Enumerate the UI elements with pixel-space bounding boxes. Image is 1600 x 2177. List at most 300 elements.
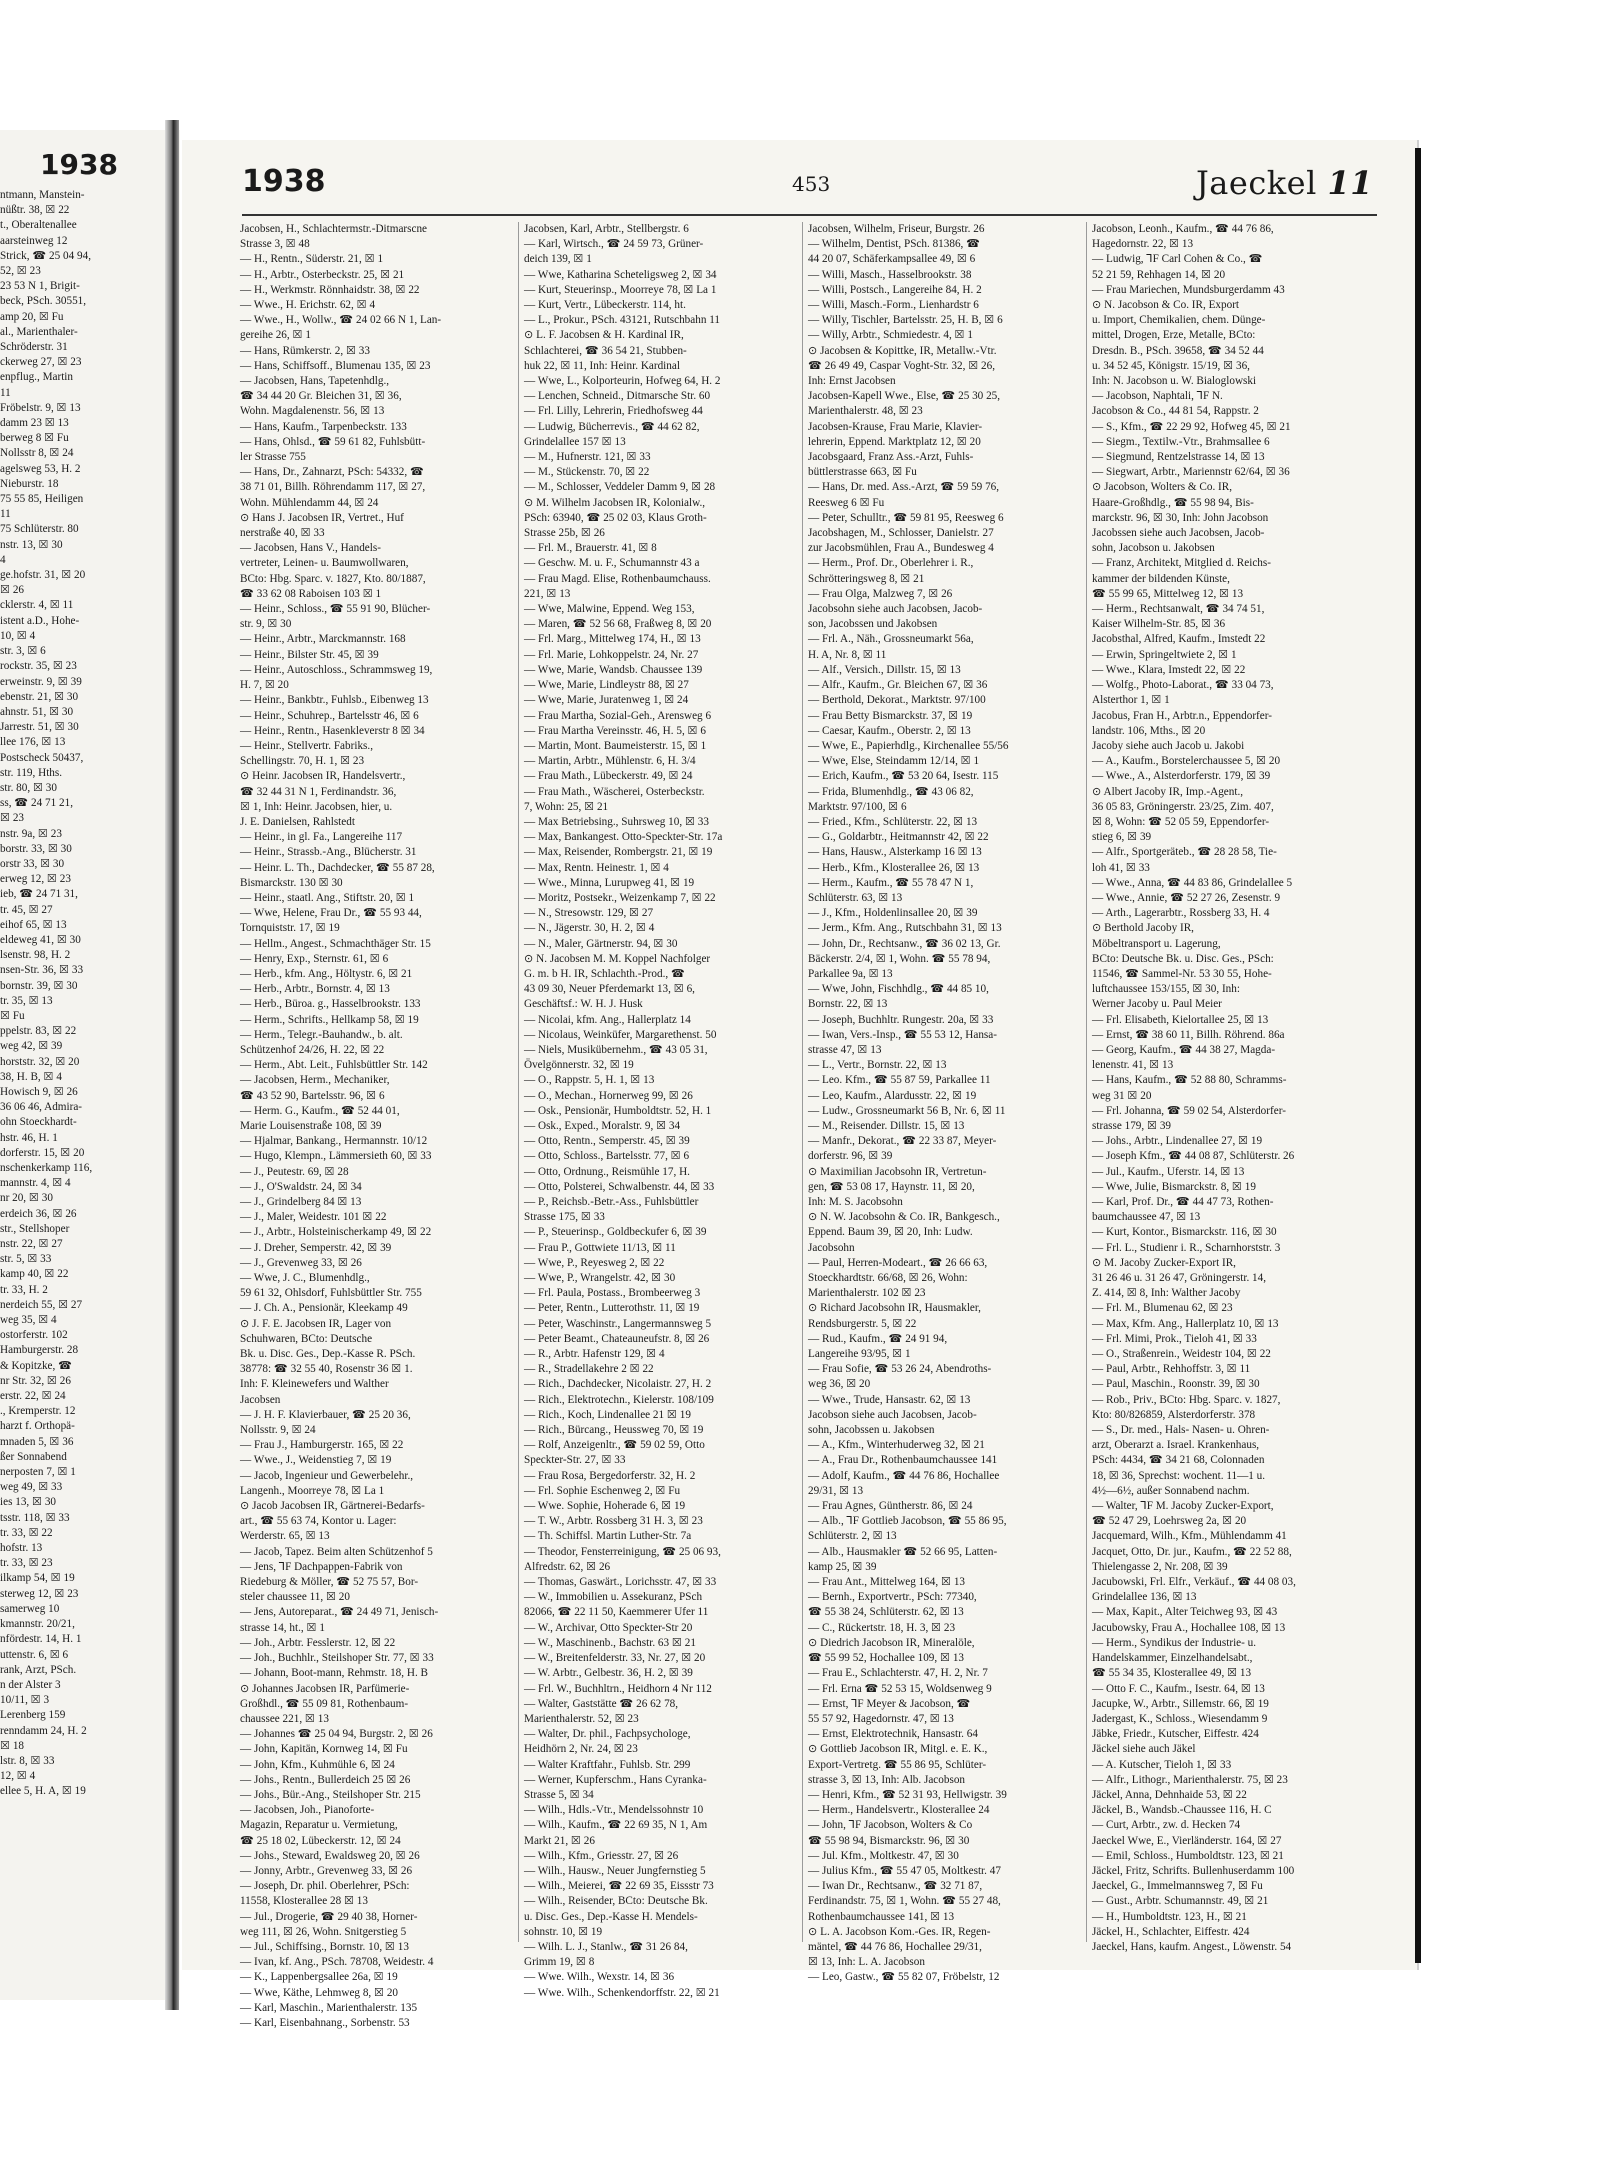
directory-entry: Kaiser Wilhelm-Str. 85, ☒ 36 (1092, 618, 1226, 631)
directory-entry: Inh: N. Jacobson u. W. Bialoglowski (1092, 375, 1257, 388)
directory-entry: — Johannes ☎ 25 04 94, Burgstr. 2, ☒ 26 (240, 1728, 433, 1741)
directory-column-2 (524, 222, 800, 2001)
directory-entry: Jacubowski, Frl. Elfr., Verkäuf., ☎ 44 08 03, (1092, 1576, 1296, 1589)
directory-entry: — Frau J., Hamburgerstr. 165, ☒ 22 (240, 1439, 404, 1452)
directory-entry: — Jens, ⅂F Dachpappen-Fabrik von (240, 1560, 403, 1573)
directory-entry: — Herm., Kaufm., ☎ 55 78 47 N 1, (808, 876, 974, 889)
left-page-line: weg 35, ☒ 4 (0, 1314, 57, 1327)
directory-entry: gereihe 26, ☒ 1 (240, 329, 311, 342)
directory-entry: ☎ 55 99 52, Hochallee 109, ☒ 13 (808, 1652, 965, 1665)
directory-entry: — Rich., Koch, Lindenallee 21 ☒ 19 (524, 1408, 691, 1421)
directory-entry: — Hellm., Angest., Schmachthäger Str. 15 (240, 937, 431, 950)
directory-entry: Jacobson siehe auch Jacobsen, Jacob- (808, 1408, 977, 1421)
directory-entry: sohn, Jacobssen u. Jakobsen (808, 1424, 935, 1437)
directory-entry: ☎ 32 44 31 N 1, Ferdinandstr. 36, (240, 785, 397, 798)
left-page-line: nsen-Str. 36, ☒ 33 (0, 964, 84, 977)
directory-entry: sohn, Jacobson u. Jakobsen (1092, 542, 1215, 555)
left-page-line: ieb, ☎ 24 71 31, (0, 888, 78, 901)
left-page-line: cklerstr. 4, ☒ 11 (0, 599, 74, 612)
directory-entry: — Leo, Kaufm., Alardusstr. 22, ☒ 19 (808, 1089, 977, 1102)
directory-entry: Kto: 80/826859, Alsterdorferstr. 378 (1092, 1408, 1256, 1421)
directory-entry: — Osk., Pensionär, Humboldtstr. 52, H. 1 (524, 1104, 712, 1117)
directory-entry: — Iwan Dr., Rechtsanw., ☎ 32 71 87, (808, 1880, 983, 1893)
directory-entry: — Julius Kfm., ☎ 55 47 05, Moltkestr. 47 (808, 1864, 1001, 1877)
directory-entry: Marktstr. 97/100, ☒ 6 (808, 800, 907, 813)
directory-entry: — Alf., Versich., Dillstr. 15, ☒ 13 (808, 663, 961, 676)
directory-entry: Hagedornstr. 22, ☒ 13 (1092, 238, 1194, 251)
directory-entry: — W., Immobilien u. Assekuranz, PSch (524, 1591, 703, 1604)
page-edge (1415, 148, 1421, 1963)
directory-entry: Jacobshagen, M., Schlosser, Danielstr. 27 (808, 527, 994, 540)
directory-entry: — Kurt, Vertr., Lübeckerstr. 114, ht. (524, 299, 686, 312)
left-page-line: Nieburstr. 18 (0, 477, 59, 490)
left-page-line: ppelstr. 83, ☒ 22 (0, 1025, 77, 1038)
directory-entry: Jacobsen, Wilhelm, Friseur, Burgstr. 26 (808, 223, 985, 235)
directory-entry: — Moritz, Postsekr., Weizenkamp 7, ☒ 22 (524, 891, 716, 904)
directory-entry: ☎ 55 38 24, Schlüterstr. 62, ☒ 13 (808, 1606, 964, 1619)
directory-entry: — S., Kfm., ☎ 22 29 92, Hofweg 45, ☒ 21 (1092, 420, 1291, 433)
left-page-line: agelsweg 53, H. 2 (0, 462, 81, 475)
left-page-line: 23 53 N 1, Brigit- (0, 280, 80, 293)
left-page-text (0, 188, 170, 1800)
directory-entry: — Karl, Maschin., Marienthalerstr. 135 (240, 2001, 418, 2014)
column-divider (518, 222, 519, 1942)
directory-entry: — Jacobson, Naphtali, ⅂F N. (1092, 390, 1223, 403)
directory-entry: — Herm., Prof. Dr., Oberlehrer i. R., (808, 557, 974, 570)
left-page-line: ellee 5, H. A, ☒ 19 (0, 1785, 86, 1798)
directory-entry: — Rich., Elektrotechn., Kielerstr. 108/109 (524, 1393, 714, 1406)
left-page-line: tr. 33, ☒ 23 (0, 1557, 53, 1570)
directory-entry: — Osk., Exped., Moralstr. 9, ☒ 34 (524, 1119, 681, 1132)
directory-entry: — A., Frau Dr., Rothenbaumchaussee 141 (808, 1454, 998, 1467)
directory-entry: — Heinr., staatl. Ang., Stiftstr. 20, ☒ 1 (240, 891, 415, 904)
directory-entry: — Heinr., Schuhrep., Bartelsstr 46, ☒ 6 (240, 709, 419, 722)
directory-entry: zur Jacobsmühlen, Frau A., Bundesweg 4 (808, 542, 994, 555)
directory-entry: sohnstr. 10, ☒ 19 (524, 1925, 603, 1938)
directory-entry: — Hans, Kaufm., Tarpenbeckstr. 133 (240, 420, 407, 433)
directory-entry: strasse 179, ☒ 39 (1092, 1119, 1172, 1132)
column-divider (1086, 222, 1087, 1942)
directory-entry: — Rolf, Anzeigenltr., ☎ 59 02 59, Otto (524, 1439, 705, 1452)
left-page-line: tr. 45, ☒ 27 (0, 903, 53, 916)
directory-entry: lenenstr. 41, ☒ 13 (1092, 1059, 1174, 1072)
directory-entry: — John, Dr., Rechtsanw., ☎ 36 02 13, Gr. (808, 937, 1001, 950)
directory-entry: — Wwe, Helene, Frau Dr., ☎ 55 93 44, (240, 907, 422, 920)
directory-entry: — Wwe. Wilh., Schenkendorffstr. 22, ☒ 21 (524, 1986, 720, 1999)
directory-entry: Marienthalerstr. 52, ☒ 23 (524, 1712, 639, 1725)
directory-entry: ⊙ Jacobson, Wolters & Co. IR, (1092, 481, 1233, 494)
directory-entry: — Herm., Telegr.-Bauhandw., b. alt. (240, 1028, 403, 1041)
directory-entry: Thielengasse 2, Nr. 208, ☒ 39 (1092, 1560, 1228, 1573)
left-page-line: mannstr. 4, ☒ 4 (0, 1177, 71, 1190)
directory-entry: — Karl, Eisenbahnang., Sorbenstr. 53 (240, 2016, 410, 2029)
directory-entry: — Thomas, Gaswärt., Lorichsstr. 47, ☒ 33 (524, 1576, 717, 1589)
directory-entry: — Jul., Drogerie, ☎ 29 40 38, Horner- (240, 1910, 418, 1923)
directory-entry: — Frau Martha, Sozial-Geh., Arensweg 6 (524, 709, 712, 722)
left-page-line: ßer Sonnabend (0, 1450, 67, 1463)
directory-entry: — Frl. L., Studienr i. R., Scharnhorststr. 3 (1092, 1241, 1281, 1254)
left-page-line: eihof 65, ☒ 13 (0, 918, 67, 931)
directory-entry: — Martin, Arbtr., Mühlenstr. 6, H. 3/4 (524, 755, 696, 768)
directory-entry: u. 34 52 45, Königstr. 15/19, ☒ 36, (1092, 359, 1250, 372)
directory-entry: — Jacobsen, Joh., Pianoforte- (240, 1804, 375, 1817)
directory-entry: — A., Kaufm., Borstelerchaussee 5, ☒ 20 (1092, 755, 1281, 768)
directory-entry: ☎ 26 49 49, Caspar Voght-Str. 32, ☒ 26, (808, 359, 996, 372)
directory-entry: — Ivan, kf. Ang., PSch. 78708, Weidestr. 4 (240, 1956, 434, 1969)
directory-entry: — Frl. Marie, Lohkoppelstr. 24, Nr. 27 (524, 648, 699, 661)
directory-entry: — Herm., Rechtsanwalt, ☎ 34 74 51, (1092, 603, 1265, 616)
left-page-line: 52, ☒ 23 (0, 265, 41, 278)
directory-entry: ⊙ Albert Jacoby IR, Imp.-Agent., (1092, 785, 1244, 798)
directory-entry: — Ludw., Grossneumarkt 56 B, Nr. 6, ☒ 11 (808, 1104, 1006, 1117)
left-page-line: istent a.D., Hohe- (0, 614, 80, 627)
directory-entry: — O., Mechan., Hornerweg 99, ☒ 26 (524, 1089, 693, 1102)
directory-entry: ☎ 43 52 90, Bartelsstr. 96, ☒ 6 (240, 1089, 385, 1102)
directory-entry: strasse 47, ☒ 13 (808, 1043, 882, 1056)
directory-entry: — Jacobsen, Herm., Mechaniker, (240, 1074, 390, 1087)
left-page-line: nstr. 22, ☒ 27 (0, 1238, 63, 1251)
directory-entry: Jadergast, K., Schloss., Wiesendamm 9 (1092, 1712, 1268, 1725)
directory-entry: Bäckerstr. 2/4, ☒ 1, Wohn. ☎ 55 78 94, (808, 952, 991, 965)
directory-entry: — Wilh., Kaufm., ☎ 22 69 35, N 1, Am (524, 1819, 708, 1832)
left-page-line: Fröbelstr. 9, ☒ 13 (0, 401, 81, 414)
directory-entry: — Alfr., Kaufm., Gr. Bleichen 67, ☒ 36 (808, 679, 988, 692)
left-page-line: Lerenberg 159 (0, 1709, 66, 1722)
directory-entry: — Walter, ⅂F M. Jacoby Zucker-Export, (1092, 1500, 1274, 1513)
left-page-line: ebenstr. 21, ☒ 30 (0, 690, 79, 703)
directory-entry: Jacobsohn (808, 1241, 855, 1254)
directory-entry: ⊙ L. A. Jacobson Kom.-Ges. IR, Regen- (808, 1925, 991, 1938)
directory-entry: — Willi, Masch.-Form., Lienhardstr 6 (808, 299, 979, 312)
directory-entry: Jacquemard, Wilh., Kfm., Mühlendamm 41 (1092, 1530, 1287, 1543)
directory-entry: ⊙ J. F. E. Jacobsen IR, Lager von (240, 1317, 392, 1330)
left-page-line: Hamburgerstr. 28 (0, 1344, 79, 1357)
directory-entry: — J., Grindelberg 84 ☒ 13 (240, 1196, 362, 1208)
directory-entry: — M., Hufnerstr. 121, ☒ 33 (524, 451, 651, 464)
directory-entry: art., ☎ 55 63 74, Kontor u. Lager: (240, 1515, 397, 1528)
directory-entry: — Johs., Bür.-Ang., Steilshoper Str. 215 (240, 1788, 421, 1801)
running-head-number: 11 (1327, 164, 1373, 202)
directory-entry: — Peter Beamt., Chateauneufstr. 8, ☒ 26 (524, 1332, 710, 1345)
directory-entry: — Wwe, L., Kolporteurin, Hofweg 64, H. 2 (524, 375, 721, 388)
directory-entry: — Wwe, Marie, Juratenweg 1, ☒ 24 (524, 694, 689, 707)
directory-entry: str. 9, ☒ 30 (240, 618, 292, 631)
directory-entry: — Frau Rosa, Bergedorferstr. 32, H. 2 (524, 1469, 696, 1482)
directory-entry: — Hans, Hausw., Alsterkamp 16 ☒ 13 (808, 846, 982, 859)
directory-entry: Jacobsthal, Alfred, Kaufm., Imstedt 22 (1092, 633, 1266, 646)
directory-entry: — A., Kfm., Winterhuderweg 32, ☒ 21 (808, 1439, 985, 1452)
directory-entry: Inh: Ernst Jacobsen (808, 375, 896, 388)
directory-entry: — John, Kfm., Kuhmühle 6, ☒ 24 (240, 1758, 395, 1771)
directory-entry: — Walter, Gaststätte ☎ 26 62 78, (524, 1697, 679, 1710)
left-page-line: lsenstr. 98, H. 2 (0, 949, 71, 962)
directory-entry: — Nicolai, kfm. Ang., Hallerplatz 14 (524, 1013, 691, 1026)
left-page-line: rockstr. 35, ☒ 23 (0, 660, 77, 673)
directory-entry: — Wwe. Wilh., Wexstr. 14, ☒ 36 (524, 1971, 675, 1984)
directory-entry: — Frl. Elisabeth, Kielortallee 25, ☒ 13 (1092, 1013, 1269, 1026)
left-page-line: nstr. 9a, ☒ 23 (0, 827, 62, 840)
left-page-line: nstr. 13, ☒ 30 (0, 538, 63, 551)
directory-entry: — L., Vertr., Bornstr. 22, ☒ 13 (808, 1059, 947, 1072)
directory-entry: — Erich, Kaufm., ☎ 53 20 64, Isestr. 115 (808, 770, 999, 783)
directory-entry: — Franz, Architekt, Mitglied d. Reichs- (1092, 557, 1271, 570)
directory-entry: Jäckel, H., Schlachter, Eiffestr. 424 (1092, 1925, 1250, 1938)
directory-entry: ☒ 13, Inh: L. A. Jacobson (808, 1956, 925, 1969)
left-page-line: llee 176, ☒ 13 (0, 736, 66, 749)
directory-entry: — Walter Kraftfahr., Fuhlsb. Str. 299 (524, 1758, 691, 1771)
directory-entry: — Johs., Arbtr., Lindenallee 27, ☒ 19 (1092, 1135, 1263, 1148)
directory-entry: — Otto, Ordnung., Reismühle 17, H. (524, 1165, 690, 1178)
left-page-line: 75 55 85, Heiligen (0, 493, 84, 506)
directory-entry: ☒ 1, Inh: Heinr. Jacobsen, hier, u. (240, 800, 393, 813)
left-page-line: ckerweg 27, ☒ 23 (0, 356, 82, 369)
directory-entry: Jacobus, Fran H., Arbtr.n., Eppendorfer- (1092, 709, 1272, 722)
left-page-line: 10, ☒ 4 (0, 629, 36, 642)
left-page-line: amp 20, ☒ Fu (0, 310, 64, 323)
directory-column-3 (808, 222, 1084, 1986)
directory-entry: ler Strasse 755 (240, 451, 306, 464)
left-page-line: Postscheck 50437, (0, 751, 84, 764)
directory-entry: — Nicolaus, Weinküfer, Margarethenst. 50 (524, 1028, 717, 1041)
directory-entry: — Frau Sofie, ☎ 53 26 24, Abendroths- (808, 1363, 992, 1376)
directory-entry: — C., Rückertstr. 18, H. 3, ☒ 23 (808, 1621, 956, 1634)
directory-entry: — T. W., Arbtr. Rossberg 31 H. 3, ☒ 23 (524, 1515, 703, 1528)
left-page-line: erweg 12, ☒ 23 (0, 873, 71, 886)
left-page-line: str. 5, ☒ 33 (0, 1253, 52, 1266)
directory-entry: — Iwan, Vers.-Insp., ☎ 55 53 12, Hansa- (808, 1028, 997, 1041)
directory-entry: — H., Humboldtstr. 123, H., ☒ 21 (1092, 1910, 1247, 1923)
directory-entry: — Ernst, ☎ 38 60 11, Billh. Röhrend. 86a (1092, 1028, 1285, 1041)
directory-entry: — Willy, Tischler, Bartelsstr. 25, H. B, ☒ 6 (808, 314, 1003, 327)
directory-entry: J. E. Danielsen, Rahlstedt (240, 815, 355, 828)
directory-entry: ⊙ L. F. Jacobsen & H. Kardinal IR, (524, 329, 684, 342)
directory-entry: — Maren, ☎ 52 56 68, Fraßweg 8, ☒ 20 (524, 618, 712, 631)
directory-entry: — N., Maler, Gärtnerstr. 94, ☒ 30 (524, 937, 678, 950)
directory-entry: — Jacob, Ingenieur und Gewerbelehr., (240, 1469, 414, 1482)
left-page-line: tr. 35, ☒ 13 (0, 994, 53, 1007)
directory-entry: ☎ 33 62 08 Raboisen 103 ☒ 1 (240, 587, 382, 600)
directory-entry: — Walter, Dr. phil., Fachpsychologe, (524, 1728, 691, 1741)
directory-entry: Alfredstr. 62, ☒ 26 (524, 1560, 611, 1573)
left-page-line: 12, ☒ 4 (0, 1770, 36, 1783)
directory-entry: — John, Kapitän, Kornweg 14, ☒ Fu (240, 1743, 408, 1756)
directory-entry: — Niels, Musikübernehm., ☎ 43 05 31, (524, 1043, 708, 1056)
directory-entry: Jäckel, Fritz, Schrifts. Bullenhuserdamm 100 (1092, 1864, 1295, 1877)
directory-entry: — O., Straßenrein., Weidestr 104, ☒ 22 (1092, 1348, 1271, 1361)
directory-entry: — Frida, Blumenhdlg., ☎ 43 06 82, (808, 785, 974, 798)
directory-entry: u. Import, Chemikalien, chem. Dünge- (1092, 314, 1266, 327)
left-page-line: Jarrestr. 51, ☒ 30 (0, 721, 79, 734)
directory-entry: — Otto, Rentn., Semperstr. 45, ☒ 39 (524, 1135, 690, 1148)
directory-entry: — Frau P., Gottwiete 11/13, ☒ 11 (524, 1241, 676, 1254)
left-page-line: tsstr. 118, ☒ 33 (0, 1511, 70, 1524)
directory-entry: — Joseph Kfm., ☎ 44 08 87, Schlüterstr. 26 (1092, 1150, 1295, 1163)
directory-entry: — Gust., Arbtr. Schumannstr. 49, ☒ 21 (1092, 1895, 1269, 1908)
directory-entry: — Ludwig, ⅂F Carl Cohen & Co., ☎ (1092, 253, 1263, 266)
directory-entry: — Adolf, Kaufm., ☎ 44 76 86, Hochallee (808, 1469, 1000, 1482)
directory-entry: — J. Ch. A., Pensionär, Kleekamp 49 (240, 1302, 408, 1315)
directory-entry: — Herm., Syndikus der Industrie- u. (1092, 1636, 1257, 1649)
directory-entry: 38 71 01, Billh. Röhrendamm 117, ☒ 27, (240, 481, 426, 494)
directory-entry: Strasse 25b, ☒ 26 (524, 527, 605, 540)
directory-entry: Strasse 3, ☒ 48 (240, 238, 310, 251)
directory-entry: ⊙ Jacob Jacobsen IR, Gärtnerei-Bedarfs- (240, 1500, 425, 1513)
directory-entry: — L., Prokur., PSch. 43121, Rutschbahn 11 (524, 314, 720, 327)
directory-entry: strasse 14, ht., ☒ 1 (240, 1621, 325, 1634)
directory-entry: — Frau Agnes, Güntherstr. 86, ☒ 24 (808, 1500, 973, 1513)
directory-entry: Jacobson & Co., 44 81 54, Rappstr. 2 (1092, 405, 1259, 418)
directory-entry: Bismarckstr. 130 ☒ 30 (240, 876, 343, 889)
directory-entry: ⊙ N. W. Jacobsohn & Co. IR, Bankgesch., (808, 1211, 1000, 1224)
directory-entry: — Frl. W., Buchhltrn., Heidhorn 4 Nr 112 (524, 1682, 712, 1695)
directory-entry: — J. Dreher, Semperstr. 42, ☒ 39 (240, 1241, 392, 1254)
directory-entry: baumchaussee 47, ☒ 13 (1092, 1211, 1201, 1224)
directory-entry: Reesweg 6 ☒ Fu (808, 496, 885, 509)
directory-entry: Jacoby siehe auch Jacob u. Jakobi (1092, 739, 1245, 752)
directory-entry: 38778: ☎ 32 55 40, Rosenstr 36 ☒ 1. (240, 1363, 413, 1376)
left-page-line: hofstr. 13 (0, 1542, 43, 1555)
directory-entry: — M., Stückenstr. 70, ☒ 22 (524, 466, 650, 479)
directory-entry: — Heinr., Stellvertr. Fabriks., (240, 739, 373, 752)
directory-entry: lehrerin, Eppend. Marktplatz 12, ☒ 20 (808, 435, 981, 448)
directory-entry: Jaeckel, G., Immelmannsweg 7, ☒ Fu (1092, 1880, 1263, 1893)
directory-entry: Jacobsohn siehe auch Jacobsen, Jacob- (808, 603, 983, 616)
directory-entry: — Hans, Kaufm., ☎ 52 88 80, Schramms- (1092, 1074, 1287, 1087)
directory-entry: — J., Grevenweg 33, ☒ 26 (240, 1256, 362, 1269)
left-page-line: ahnstr. 51, ☒ 30 (0, 705, 74, 718)
left-page-line: eldeweg 41, ☒ 30 (0, 933, 81, 946)
directory-entry: — N., Stresowstr. 129, ☒ 27 (524, 907, 654, 920)
directory-entry: G. m. b H. IR, Schlachth.-Prod., ☎ (524, 967, 685, 980)
directory-entry: weg 111, ☒ 26, Wohn. Snitgerstieg 5 (240, 1925, 407, 1938)
directory-entry: — Peter, Schulltr., ☎ 59 81 95, Reesweg 6 (808, 511, 1004, 524)
directory-entry: — Berthold, Dekorat., Marktstr. 97/100 (808, 694, 986, 707)
directory-entry: ⊙ Gottlieb Jacobson IR, Mitgl. e. E. K., (808, 1743, 988, 1756)
directory-entry: ⊙ Hans J. Jacobsen IR, Vertret., Huf (240, 511, 404, 524)
directory-entry: Handelskammer, Einzelhandelsabt., (1092, 1652, 1253, 1665)
left-page-line: berweg 8 ☒ Fu (0, 432, 69, 445)
left-page-line: ☒ 26 (0, 584, 25, 597)
directory-entry: — Jacobsen, Hans, Tapetenhdlg., (240, 375, 390, 388)
directory-entry: 82066, ☎ 22 11 50, Kaemmerer Ufer 11 (524, 1606, 709, 1619)
directory-entry: Marienthalerstr. 102 ☒ 23 (808, 1287, 926, 1300)
left-page-line: mnaden 5, ☒ 36 (0, 1435, 74, 1448)
directory-entry: — Max, Kfm. Ang., Hallerplatz 10, ☒ 13 (1092, 1317, 1279, 1330)
directory-entry: Wohn. Mühlendamm 44, ☒ 24 (240, 496, 379, 509)
left-page-line: Howisch 9, ☒ 26 (0, 1085, 78, 1098)
left-page-line: borstr. 33, ☒ 30 (0, 842, 72, 855)
directory-entry: Z. 414, ☒ 8, Inh: Walther Jacoby (1092, 1287, 1241, 1300)
directory-entry: — Heinr., Bilster Str. 45, ☒ 39 (240, 648, 379, 661)
directory-entry: — Wwe, Julie, Bismarckstr. 8, ☒ 19 (1092, 1180, 1256, 1193)
directory-entry: — Frau Olga, Malzweg 7, ☒ 26 (808, 587, 953, 600)
directory-entry: — Hjalmar, Bankang., Hermannstr. 10/12 (240, 1135, 428, 1148)
directory-entry: — Herm., Schrifts., Hellkamp 58, ☒ 19 (240, 1013, 419, 1026)
directory-entry: — Joseph, Buchhltr. Rungestr. 20a, ☒ 33 (808, 1013, 994, 1026)
directory-entry: strasse 3, ☒ 13, Inh: Alb. Jacobson (808, 1773, 966, 1786)
directory-entry: — Wwe. Sophie, Hoherade 6, ☒ 19 (524, 1500, 686, 1513)
directory-entry: vertreter, Leinen- u. Baumwollwaren, (240, 557, 409, 570)
directory-entry: — J. H. F. Klavierbauer, ☎ 25 20 36, (240, 1408, 411, 1421)
directory-entry: — Jerm., Kfm. Ang., Rutschbahn 31, ☒ 13 (808, 922, 1002, 935)
directory-entry: son, Jacobssen und Jakobsen (808, 618, 938, 631)
directory-entry: mäntel, ☎ 44 76 86, Hochallee 29/31, (808, 1940, 982, 1953)
directory-entry: — Leo, Gastw., ☎ 55 82 07, Fröbelstr, 12 (808, 1971, 1000, 1984)
directory-entry: 43 09 30, Neuer Pferdemarkt 13, ☒ 6, (524, 983, 695, 996)
left-page-line: rank, Arzt, PSch. (0, 1663, 77, 1676)
directory-entry: — Wilh., Hausw., Neuer Jungfernstieg 5 (524, 1864, 706, 1877)
left-page-fragment (0, 130, 180, 2000)
directory-entry: — Frau E., Schlachterstr. 47, H. 2, Nr. 7 (808, 1667, 988, 1680)
directory-entry: Jacobsgaard, Franz Ass.-Arzt, Fuhls- (808, 451, 974, 464)
directory-entry: — Joh., Buchhlr., Steilshoper Str. 77, ☒ 33 (240, 1652, 434, 1665)
directory-entry: — Frl. Marg., Mittelweg 174, H., ☒ 13 (524, 633, 701, 646)
directory-entry: Jacupke, W., Arbtr., Sillemstr. 66, ☒ 19 (1092, 1697, 1269, 1710)
directory-entry: Marie Louisenstraße 108, ☒ 39 (240, 1119, 382, 1132)
directory-entry: — Rich., Dachdecker, Nicolaistr. 27, H. 2 (524, 1378, 712, 1391)
directory-entry: 59 61 32, Ohlsdorf, Fuhlsbüttler Str. 755 (240, 1287, 422, 1300)
directory-entry: gen, ☎ 53 08 17, Haynstr. 11, ☒ 20, (808, 1180, 975, 1193)
directory-entry: — Wilh., Reisender, BCto: Deutsche Bk. (524, 1895, 708, 1908)
directory-entry: Schuhwaren, BCto: Deutsche (240, 1332, 373, 1345)
directory-entry: — Frl. M., Brauerstr. 41, ☒ 8 (524, 542, 657, 555)
directory-entry: Jacobsen-Kapell Wwe., Else, ☎ 25 30 25, (808, 390, 1001, 403)
directory-entry: — W., Breitenfelderstr. 33, Nr. 27, ☒ 20 (524, 1652, 706, 1665)
left-page-line: nfördestr. 14, H. 1 (0, 1633, 82, 1646)
directory-entry: — Hans, Rümkerstr. 2, ☒ 33 (240, 344, 370, 357)
directory-entry: — Heinr., in gl. Fa., Langereihe 117 (240, 831, 403, 844)
directory-entry: Werderstr. 65, ☒ 13 (240, 1530, 330, 1543)
directory-entry: 29/31, ☒ 13 (808, 1484, 864, 1497)
directory-entry: ⊙ Jacobsen & Kopittke, IR, Metallw.-Vtr. (808, 344, 997, 357)
directory-entry: Stoeckhardtstr. 66/68, ☒ 26, Wohn: (808, 1272, 968, 1285)
directory-entry: — Willi, Masch., Hasselbrookstr. 38 (808, 268, 972, 281)
page-year: 1938 (242, 164, 326, 199)
directory-entry: — Frl. Johanna, ☎ 59 02 54, Alsterdorfer- (1092, 1104, 1286, 1117)
left-page-line: 75 Schlüterstr. 80 (0, 523, 79, 536)
directory-entry: — Rob., Priv., BCto: Hbg. Sparc. v. 1827, (1092, 1393, 1281, 1406)
directory-entry: Speckter-Str. 27, ☒ 33 (524, 1454, 626, 1467)
left-page-line: renndamm 24, H. 2 (0, 1724, 87, 1737)
header-rule (242, 214, 1377, 216)
directory-entry: — Peter, Rentn., Lutterothstr. 11, ☒ 19 (524, 1302, 700, 1315)
left-page-line: ☒ 23 (0, 812, 25, 825)
directory-entry: — Otto F. C., Kaufm., Isestr. 64, ☒ 13 (1092, 1682, 1265, 1695)
left-page-line: horststr. 32, ☒ 20 (0, 1055, 80, 1068)
directory-entry: Schlüterstr. 63, ☒ 13 (808, 891, 903, 904)
directory-entry: — Wwe, Marie, Lindleystr 88, ☒ 27 (524, 679, 689, 692)
directory-entry: — N., Jägerstr. 30, H. 2, ☒ 4 (524, 922, 655, 935)
directory-column-4 (1092, 222, 1368, 1955)
directory-entry: — Willi, Postsch., Langereihe 84, H. 2 (808, 283, 982, 296)
left-page-line: str., Stellshoper (0, 1222, 70, 1235)
directory-entry: — Herb., kfm. Ang., Höltystr. 6, ☒ 21 (240, 967, 413, 980)
left-page-line: lstr. 8, ☒ 33 (0, 1754, 55, 1767)
directory-entry: — Frl. Lilly, Lehrerin, Friedhofsweg 44 (524, 405, 703, 418)
directory-entry: — Ernst, Elektrotechnik, Hansastr. 64 (808, 1728, 978, 1741)
directory-entry: Övelgönnerstr. 32, ☒ 19 (524, 1059, 634, 1072)
directory-entry: Schützenhof 24/26, H. 22, ☒ 22 (240, 1043, 385, 1056)
directory-entry: Jaeckel Wwe, E., Vierländerstr. 164, ☒ 27 (1092, 1834, 1282, 1847)
directory-entry: — John, ⅂F Jacobson, Wolters & Co (808, 1819, 973, 1832)
directory-entry: — Alb., Hausmakler ☎ 52 66 95, Latten- (808, 1545, 998, 1558)
directory-entry: — Caesar, Kaufm., Oberstr. 2, ☒ 13 (808, 724, 971, 737)
left-page-line: bornstr. 39, ☒ 30 (0, 979, 78, 992)
directory-entry: Jacobson, Leonh., Kaufm., ☎ 44 76 86, (1092, 223, 1274, 235)
left-page-line: 36 06 46, Admira- (0, 1101, 83, 1114)
directory-entry: chaussee 221, ☒ 13 (240, 1712, 329, 1725)
directory-entry: Jacobsen (240, 1393, 281, 1406)
